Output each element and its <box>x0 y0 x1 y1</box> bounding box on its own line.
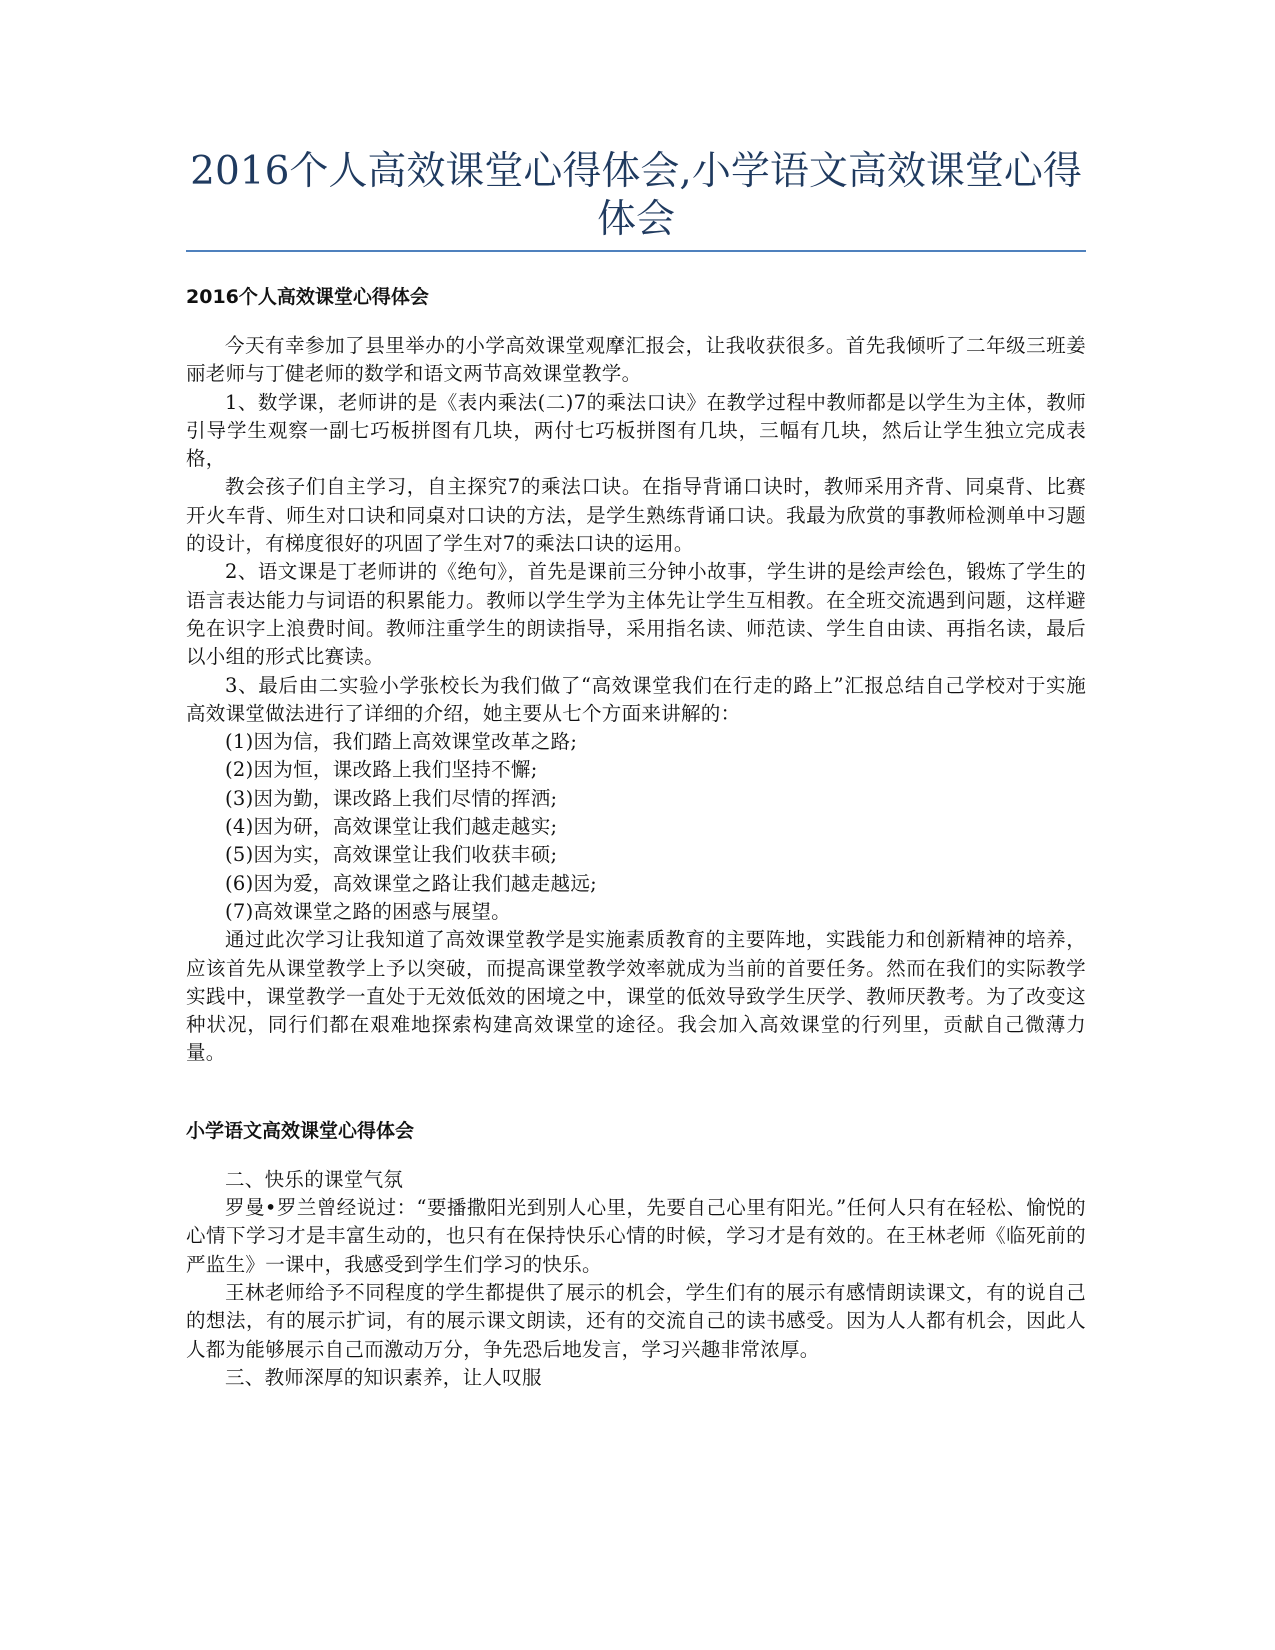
section-2-body <box>186 1166 1086 1392</box>
paragraph: 今天有幸参加了县里举办的小学高效课堂观摩汇报会，让我收获很多。首先我倾听了二年级三班姜丽老师与丁健老师的数学和语文两节高效课堂教学。 <box>186 334 1086 386</box>
paragraph: 3、最后由二实验小学张校长为我们做了“高效课堂我们在行走的路上”汇报总结自己学校对于实施高效课堂做法进行了详细的介绍，她主要从七个方面来讲解的： <box>186 673 1086 725</box>
section-1-body <box>186 332 1086 1068</box>
list-item: (6)因为爱，高效课堂之路让我们越走越远; <box>225 871 597 895</box>
list-item: (7)高效课堂之路的困惑与展望。 <box>225 899 511 923</box>
paragraph: 1、数学课，老师讲的是《表内乘法(二)7的乘法口诀》在教学过程中教师都是以学生为主体，教师引导学生观察一副七巧板拼图有几块，两付七巧板拼图有几块，三幅有几块，然后让学生独立完成表格， <box>186 390 1086 471</box>
paragraph: 通过此次学习让我知道了高效课堂教学是实施素质教育的主要阵地，实践能力和创新精神的培养，应该首先从课堂教学上予以突破，而提高课堂教学效率就成为当前的首要任务。然而在我们的实际教学实践中，课堂教学一直处于无效低效的困境之中，课堂的低效导致学生厌学、教师厌教考。为了改变这种状况，同行们都在艰难地探索构建高效课堂的途径。我会加入高效课堂的行列里，贡献自己微薄力量。 <box>186 928 1086 1065</box>
title-underline <box>186 250 1086 252</box>
section-2-heading: 小学语文高效课堂心得体会 <box>186 1119 415 1142</box>
list-item: (1)因为信，我们踏上高效课堂改革之路; <box>225 730 578 754</box>
list-item: (5)因为实，高效课堂让我们收获丰硕; <box>225 843 558 867</box>
paragraph: 2、语文课是丁老师讲的《绝句》，首先是课前三分钟小故事，学生讲的是绘声绘色，锻炼了学生的语言表达能力与词语的积累能力。教师以学生学为主体先让学生互相教。在全班交流遇到问题，这样避免在识字上浪费时间。教师注重学生的朗读指导，采用指名读、师范读、学生自由读、再指名读，最后以小组的形式比赛读。 <box>186 560 1086 669</box>
paragraph: 二、快乐的课堂气氛 <box>225 1167 404 1191</box>
paragraph: 王林老师给予不同程度的学生都提供了展示的机会，学生们有的展示有感情朗读课文，有的说自己的想法，有的展示扩词，有的展示课文朗读，还有的交流自己的读书感受。因为人人都有机会，因此人人都为能够展示自己而激动万分，争先恐后地发言，学习兴趣非常浓厚。 <box>186 1280 1086 1361</box>
document-title: 2016个人高效课堂心得体会,小学语文高效课堂心得体会 <box>190 149 1082 242</box>
document-page <box>186 148 1086 1392</box>
paragraph: 罗曼•罗兰曾经说过：“要播撒阳光到别人心里，先要自己心里有阳光。”任何人只有在轻松、愉悦的心情下学习才是丰富生动的，也只有在保持快乐心情的时候，学习才是有效的。在王林老师《临死前的严监生》一课中，我感受到学生们学习的快乐。 <box>186 1196 1086 1276</box>
list-item: (2)因为恒，课改路上我们坚持不懈; <box>225 758 538 782</box>
paragraph: 三、教师深厚的知识素养，让人叹服 <box>225 1365 542 1389</box>
list-item: (4)因为研，高效课堂让我们越走越实; <box>225 815 558 839</box>
paragraph: 教会孩子们自主学习，自主探究7的乘法口诀。在指导背诵口诀时，教师采用齐背、同桌背、比赛开火车背、师生对口诀和同桌对口诀的方法，是学生熟练背诵口诀。我最为欣赏的事教师检测单中习题的设计，有梯度很好的巩固了学生对7的乘法口诀的运用。 <box>186 475 1086 556</box>
list-item: (3)因为勤，课改路上我们尽情的挥洒; <box>225 786 558 810</box>
section-1-heading: 2016个人高效课堂心得体会 <box>186 286 429 308</box>
